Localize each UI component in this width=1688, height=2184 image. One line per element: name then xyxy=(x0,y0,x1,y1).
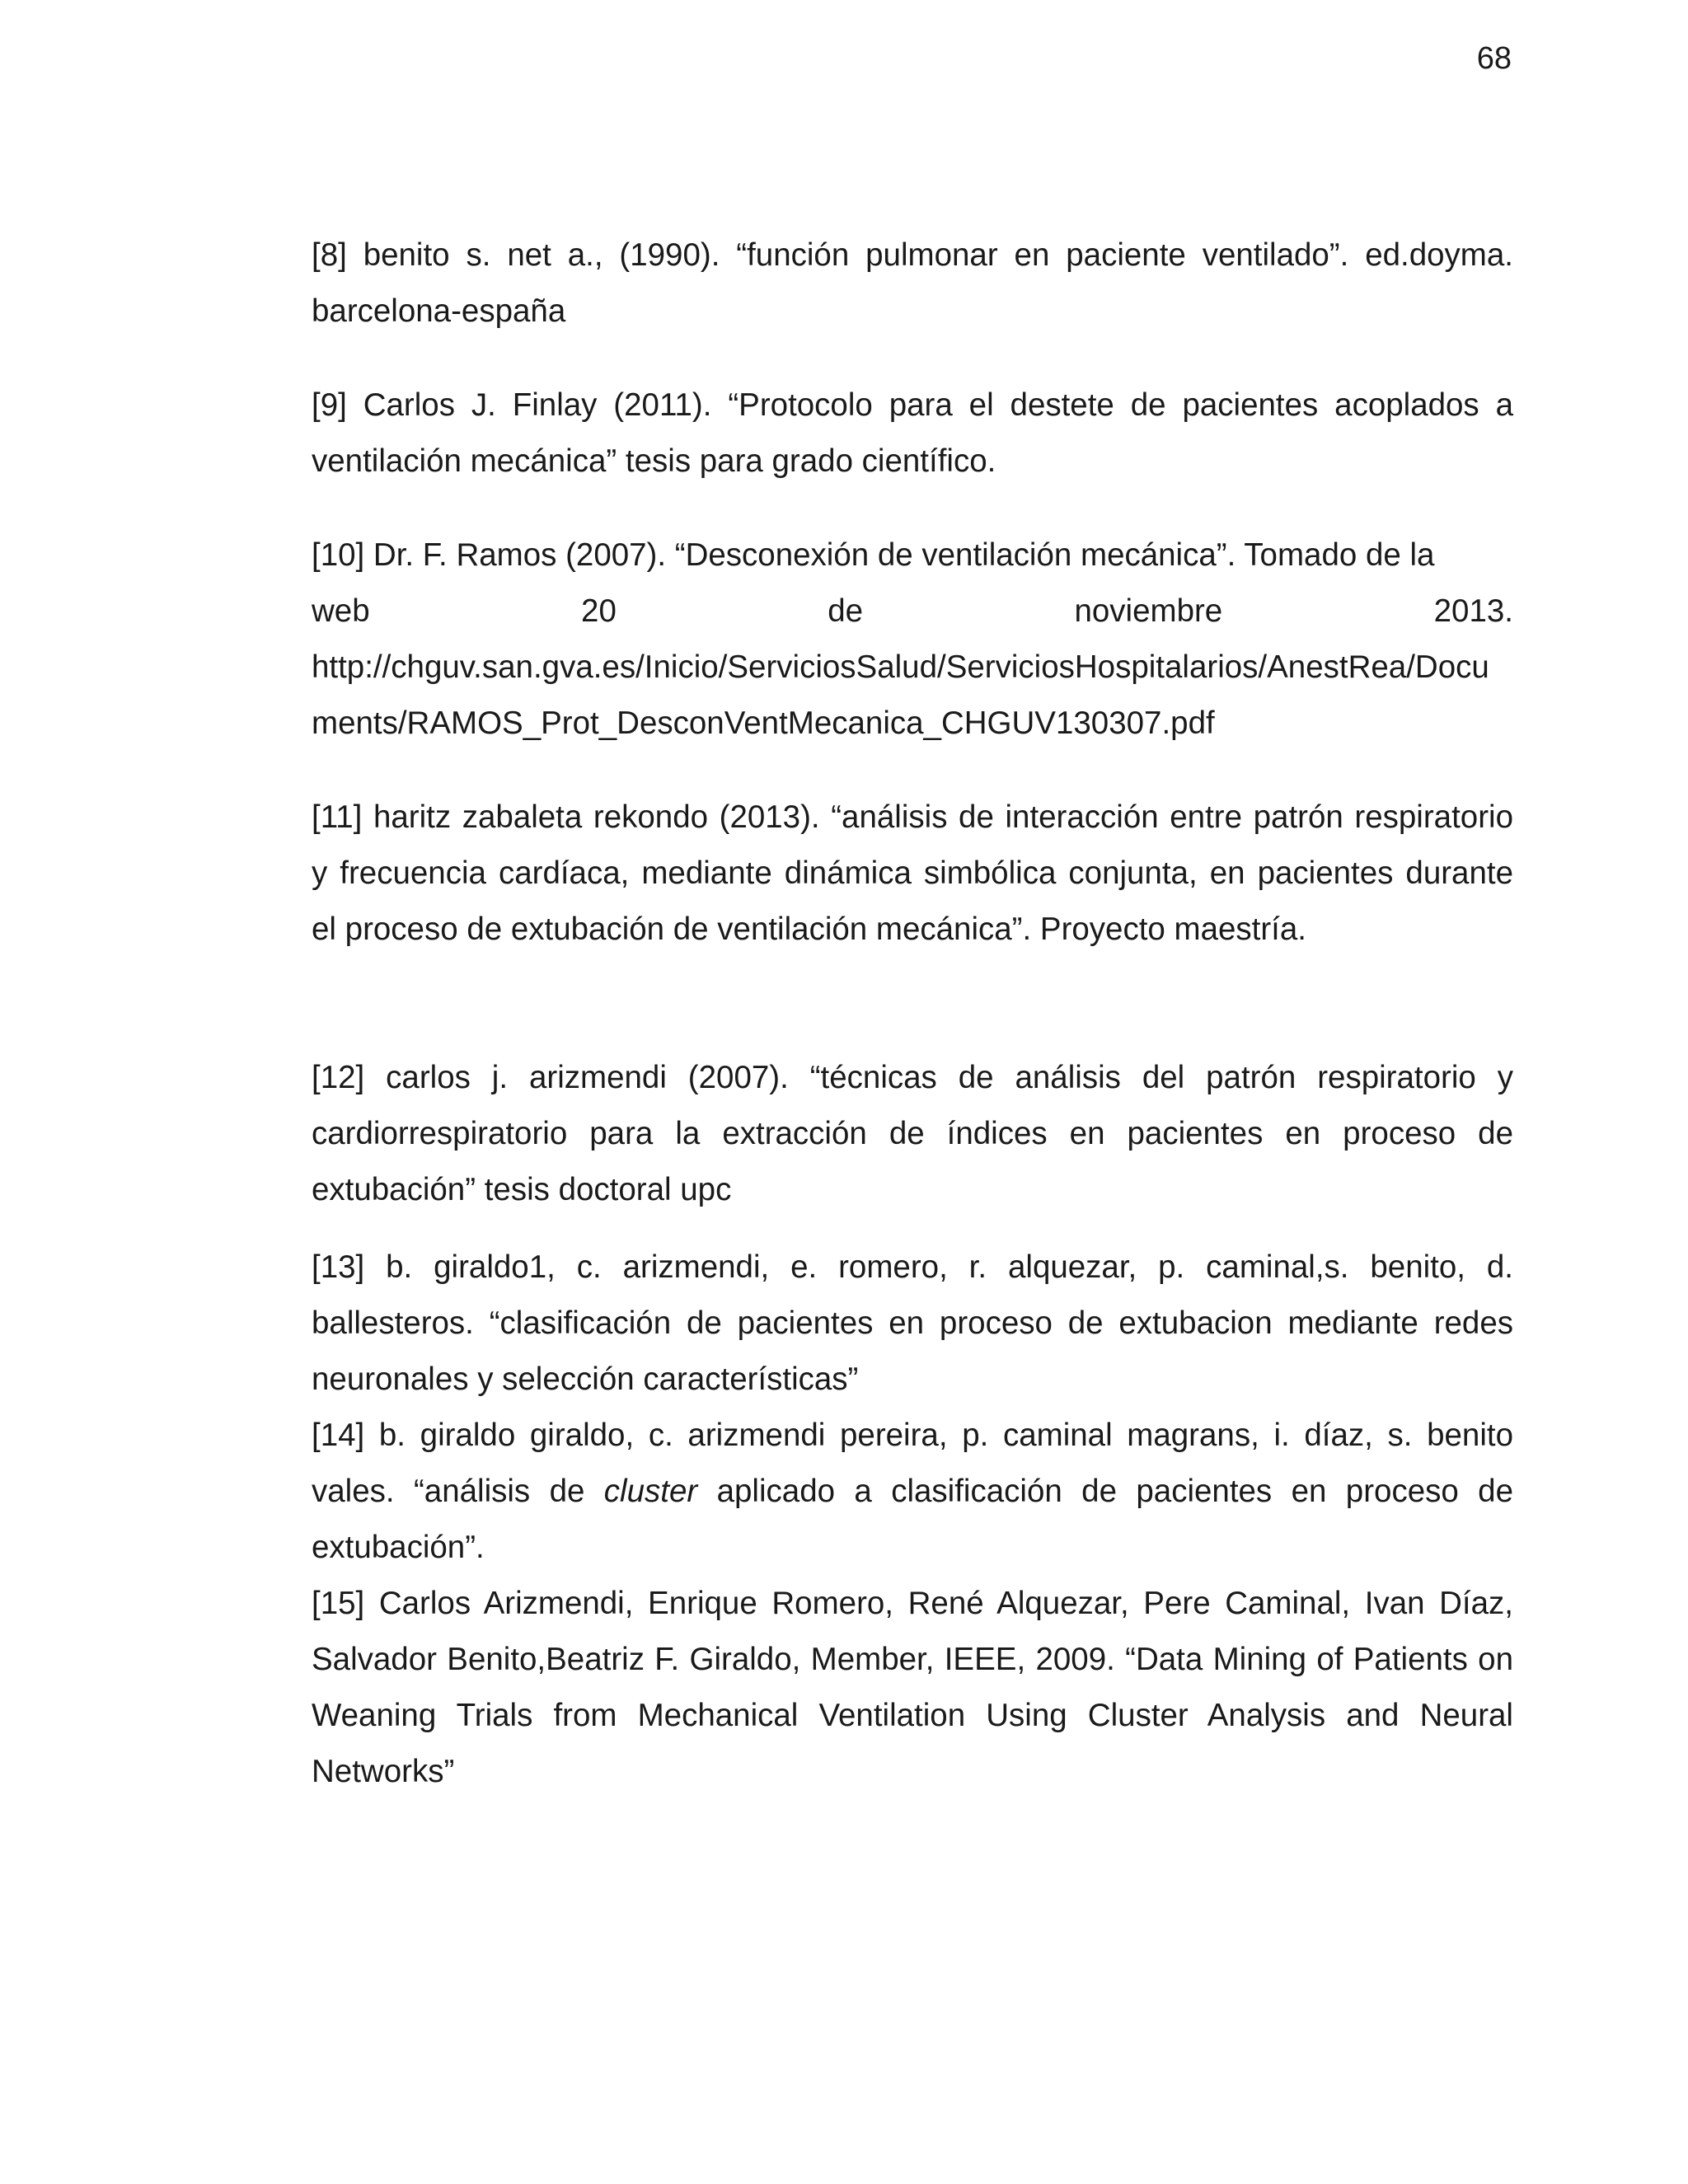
date-month: noviembre xyxy=(1074,593,1223,629)
reference-14 xyxy=(312,1408,1513,1576)
reference-15: [15] Carlos Arizmendi, Enrique Romero, René Alquezar, Pere Caminal, Ivan Díaz, Salvador Benito,Beatriz F. Giraldo, Member, IEEE, 2009. “Data Mining of Patients on Weaning Trials from Mechanical Ventilation Using Cluster Analysis and Neural Networks” xyxy=(312,1586,1513,1789)
reference-10-title: [10] Dr. F. Ramos (2007). “Desconexión de ventilación mecánica”. Tomado de la xyxy=(312,537,1435,573)
reference-10-url: http://chguv.san.gva.es/Inicio/ServiciosSalud/ServiciosHospitalarios/AnestRea/Documents/RAMOS_Prot_DesconVentMecanica_CHGUV130307.pdf xyxy=(312,649,1489,741)
reference-13: [13] b. giraldo1, c. arizmendi, e. romero, r. alquezar, p. caminal,s. benito, d. ballesteros. “clasificación de pacientes en proceso de extubacion mediante redes neuronales y selección características” xyxy=(312,1249,1513,1397)
reference-list xyxy=(312,227,1513,1800)
date-year: 2013. xyxy=(1433,593,1513,629)
reference-14-part-2: aplicado a clasificación de pacientes en proceso de extubación”. xyxy=(312,1474,1513,1565)
reference-10 xyxy=(312,527,1513,752)
date-de: de xyxy=(828,593,864,629)
reference-14-italic: cluster xyxy=(603,1474,698,1509)
page-number: 68 xyxy=(1476,41,1512,76)
reference-14-part-1: [14] b. giraldo giraldo, c. arizmendi pereira, p. caminal magrans, i. díaz, s. benito vales. “análisis de xyxy=(312,1418,1513,1509)
reference-12: [12] carlos j. arizmendi (2007). “técnicas de análisis del patrón respiratorio y cardiorrespiratorio para la extracción de índices en pacientes en proceso de extubación” tesis doctoral upc xyxy=(312,1060,1513,1207)
reference-9: [9] Carlos J. Finlay (2011). “Protocolo para el destete de pacientes acoplados a ventilación mecánica” tesis para grado científico. xyxy=(312,387,1513,479)
web-word: web xyxy=(312,593,370,629)
date-day: 20 xyxy=(581,593,617,629)
reference-10-access-date xyxy=(312,583,1513,640)
reference-11: [11] haritz zabaleta rekondo (2013). “análisis de interacción entre patrón respiratorio y frecuencia cardíaca, mediante dinámica simbólica conjunta, en pacientes durante el proceso de extubación de ventilación mecánica”. Proyecto maestría. xyxy=(312,799,1513,947)
reference-8: [8] benito s. net a., (1990). “función pulmonar en paciente ventilado”. ed.doyma. barcelona-españa xyxy=(312,237,1513,329)
